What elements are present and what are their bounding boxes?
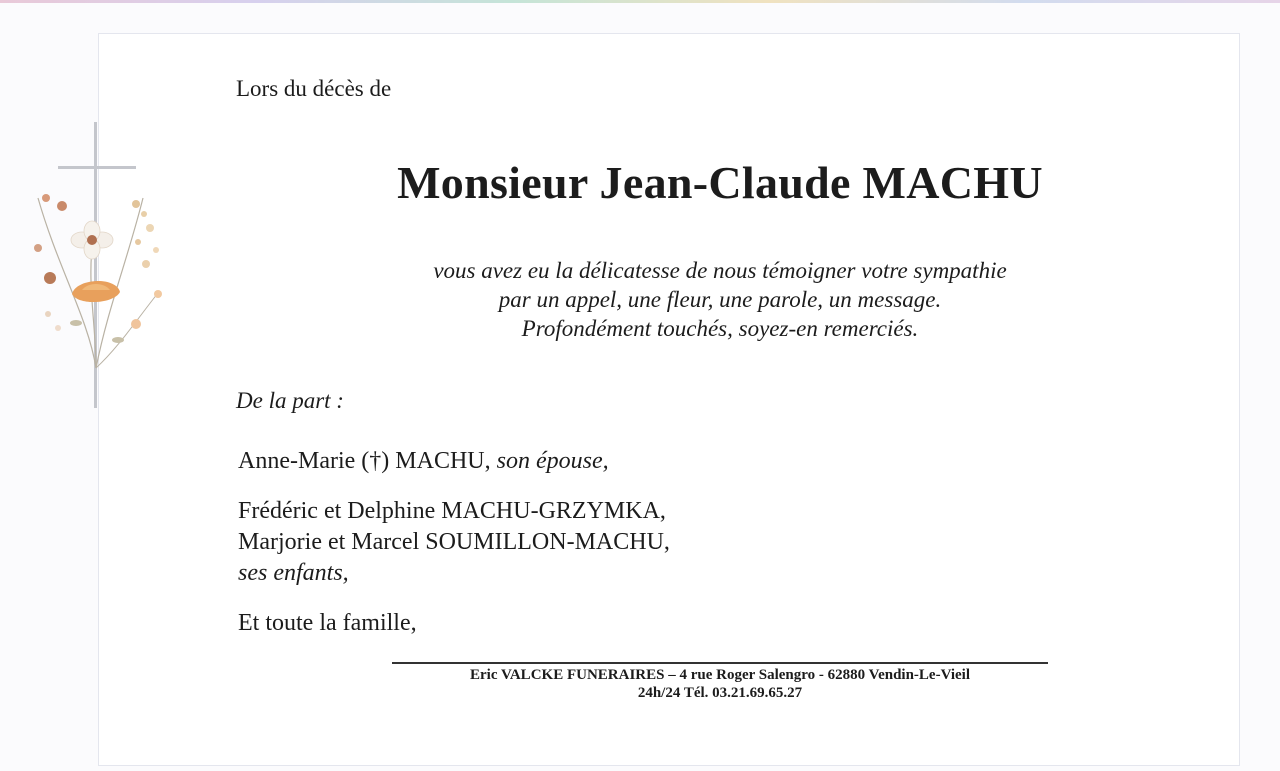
message-line: vous avez eu la délicatesse de nous témoigner votre sympathie — [433, 258, 1007, 283]
footer-divider — [392, 662, 1048, 664]
child-couple: Frédéric et Delphine MACHU-GRZYMKA, — [238, 498, 666, 524]
children-relation: ses enfants, — [238, 560, 349, 586]
intro-text: Lors du décès de — [236, 76, 392, 101]
deceased-name: Monsieur Jean-Claude MACHU — [397, 157, 1043, 208]
children-entry — [238, 496, 670, 589]
funeral-home-address: Eric VALCKE FUNERAIRES – 4 rue Roger Salengro - 62880 Vendin-Le-Vieil — [469, 667, 971, 683]
message-line: par un appel, une fleur, une parole, un message. — [498, 287, 942, 312]
funeral-home-footer — [392, 666, 1048, 702]
spouse-entry — [238, 446, 609, 477]
thanks-message — [360, 256, 1080, 343]
family-closing: Et toute la famille, — [238, 610, 417, 636]
funeral-home-phone: 24h/24 Tél. 03.21.69.65.27 — [637, 685, 803, 701]
message-line: Profondément touchés, soyez-en remerciés. — [521, 316, 919, 341]
spouse-relation: son épouse, — [496, 448, 609, 474]
cross-flowers-decoration — [18, 118, 178, 418]
child-couple: Marjorie et Marcel SOUMILLON-MACHU, — [238, 529, 670, 555]
from-label: De la part : — [236, 388, 344, 413]
scan-edge-strip — [0, 0, 1280, 3]
spouse-name: Anne-Marie (†) MACHU, — [238, 448, 491, 474]
flowers-icon — [34, 194, 162, 368]
